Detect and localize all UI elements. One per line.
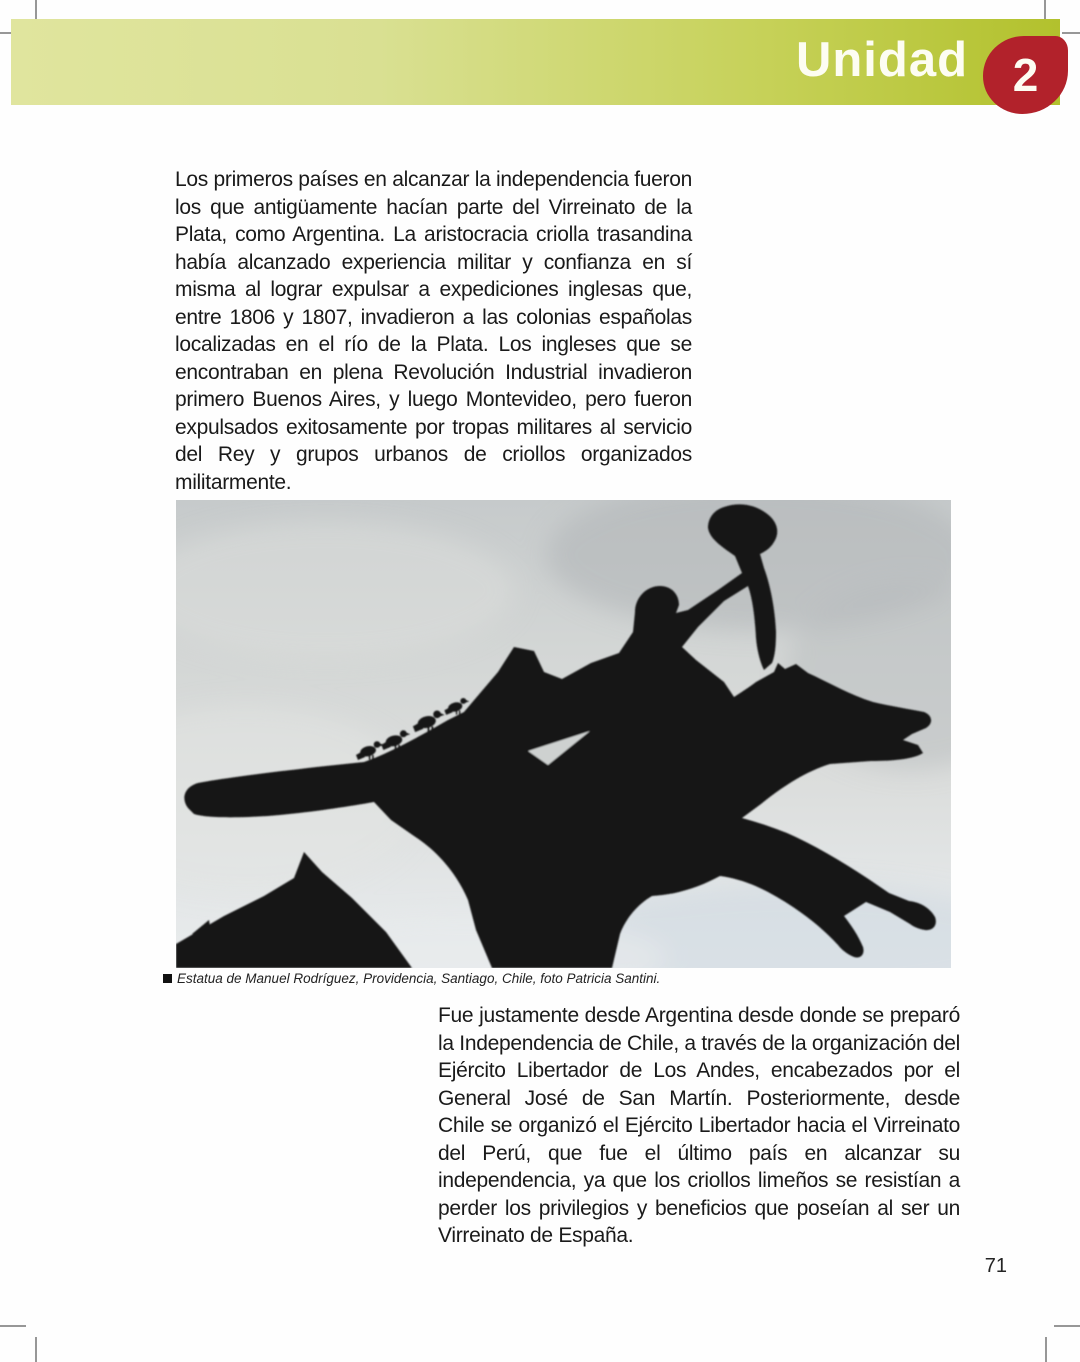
page-number: 71	[984, 1255, 1007, 1277]
caption-bullet-icon	[163, 974, 172, 983]
crop-mark	[1045, 1337, 1047, 1362]
crop-mark	[0, 1325, 26, 1327]
unit-number-badge: 2	[983, 36, 1068, 114]
paragraph-ejercito-libertador: Fue justamente desde Argentina desde donde se preparó la Independencia de Chile, a través de la organización del Ejército Libertador de Los Andes, encabezados por el General José de San Martín. Posteriormente, desde Chile se organizó el Ejército Libertador hacia el Virreinato del Perú, que fue el último país en alcanzar su independencia, ya que los criollos limeños se resistían a perder los privilegios y beneficios que poseían al ser un Virreinato de España.	[438, 1004, 960, 1247]
unit-title: Unidad	[795, 32, 968, 87]
photo-caption-text: Estatua de Manuel Rodríguez, Providencia, Santiago, Chile, foto Patricia Santini.	[177, 971, 661, 986]
statue-photo-illustration	[176, 500, 951, 968]
photo-caption	[163, 971, 863, 986]
crop-mark	[1062, 32, 1080, 34]
crop-mark	[1054, 1325, 1080, 1327]
unit-header-bar	[11, 19, 1060, 105]
statue-photo	[176, 500, 951, 968]
crop-mark	[35, 1337, 37, 1362]
paragraph-independence-intro: Los primeros países en alcanzar la independencia fueron los que antigüamente hacían parte del Virreinato de la Plata, como Argentina. La aristocracia criolla trasandina había alcanzado experiencia militar y confianza en sí misma al lograr expulsar a expediciones inglesas que, entre 1806 y 1807, invadieron a las colonias españolas localizadas en el río de la Plata. Los ingleses que se encontraban en plena Revolución Industrial invadieron primero Buenos Aires, y luego Montevideo, pero fueron expulsados exitosamente por tropas militares al servicio del Rey y grupos urbanos de criollos organizados militarmente.	[175, 168, 693, 494]
